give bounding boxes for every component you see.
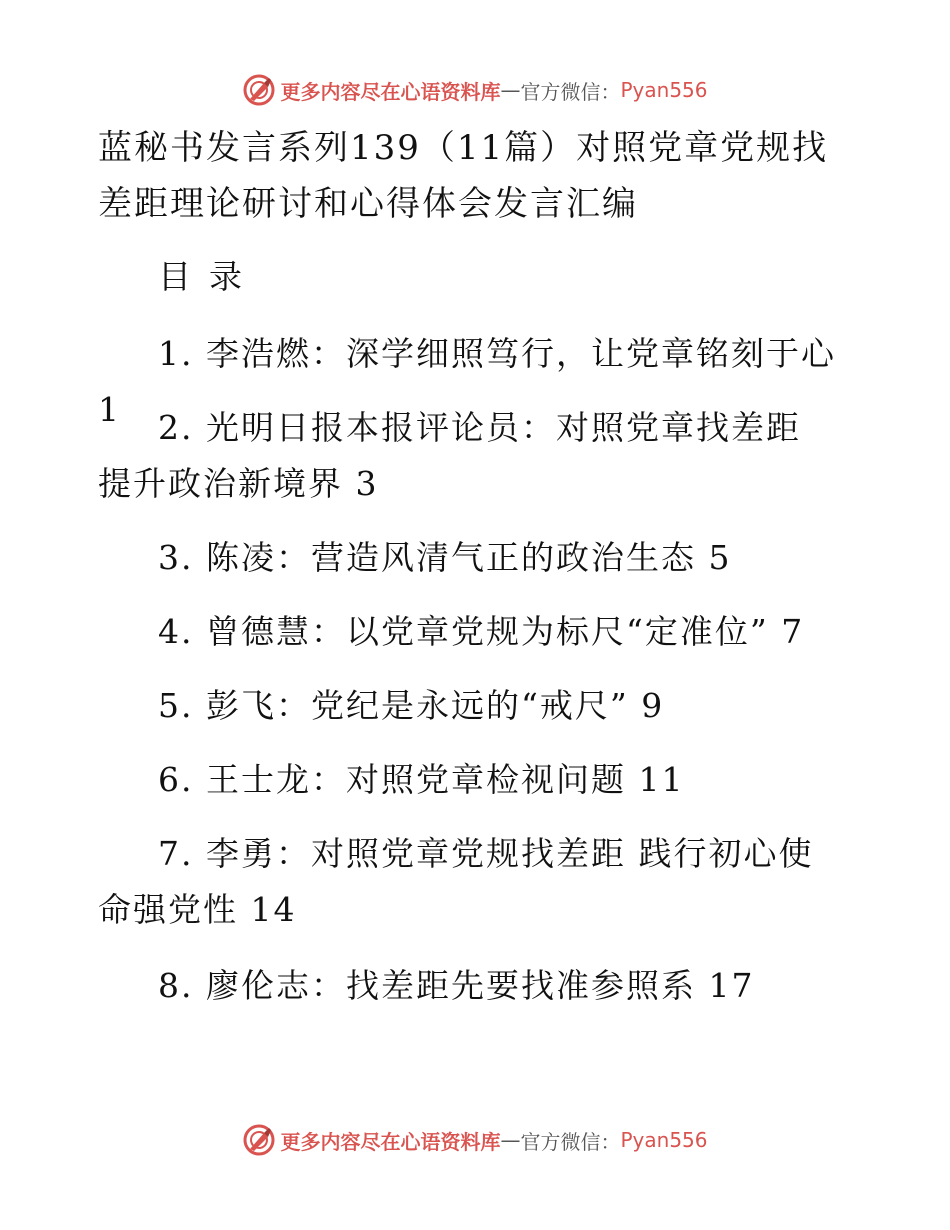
document-title: 蓝秘书发言系列139（11篇）对照党章党规找差距理论研讨和心得体会发言汇编 [98,128,829,224]
banner-dash: — [500,78,521,102]
toc-entry-7: 7. 李勇：对照党章党规找差距 践行初心使命强党性 14 [98,834,814,929]
banner-wechat-label: 官方微信： [520,79,621,104]
banner-content [242,73,707,107]
toc-entry-5: 5. 彭飞：党纪是永远的“戒尺” 9 [158,686,665,725]
toc-heading: 目录 [158,257,260,296]
banner-site-text: 更多内容尽在心语资料库 [280,79,501,104]
header-banner [0,70,950,110]
footer-banner [0,1120,950,1160]
pen-logo-icon [242,1123,276,1157]
toc-entry-1: 1. 李浩燃：深学细照笃行，让党章铭刻于心1 [98,334,836,429]
banner-wechat-id: Pyan556 [620,1128,708,1152]
toc-entry-4: 4. 曾德慧：以党章党规为标尺“定准位” 7 [158,612,805,651]
banner-content [242,1123,707,1157]
banner-wechat-id: Pyan556 [620,78,708,102]
toc-entry-3: 3. 陈凌：营造风清气正的政治生态 5 [158,538,732,577]
toc-entry-6: 6. 王士龙：对照党章检视问题 11 [158,760,685,799]
banner-wechat-label: 官方微信： [520,1129,621,1154]
banner-site-text: 更多内容尽在心语资料库 [280,1129,501,1154]
pen-logo-icon [242,73,276,107]
banner-dash: — [500,1128,521,1152]
toc-entry-2: 2. 光明日报本报评论员：对照党章找差距 提升政治新境界 3 [98,408,801,503]
toc-entry-8: 8. 廖伦志：找差距先要找准参照系 17 [158,966,755,1005]
